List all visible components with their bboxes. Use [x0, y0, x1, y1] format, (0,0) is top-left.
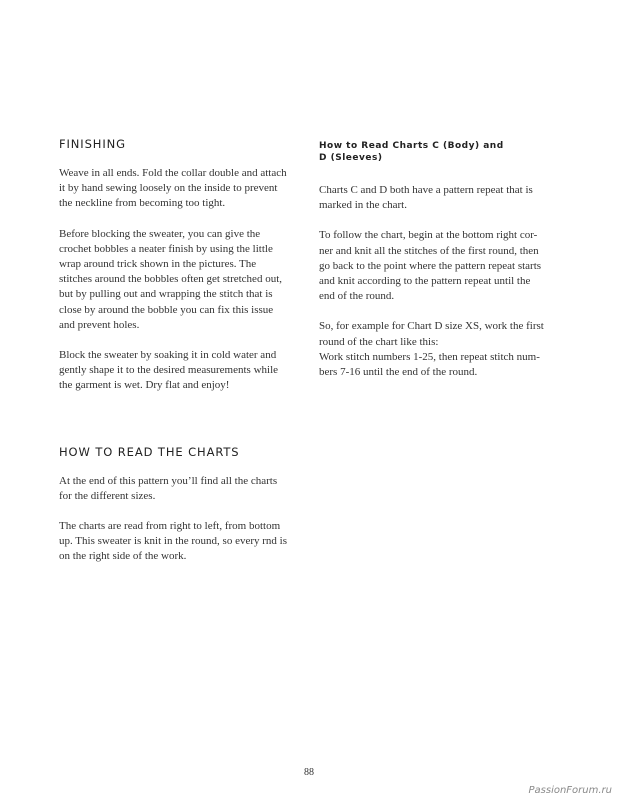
text-line: crochet bobbles a neater finish by using the little: [59, 242, 273, 255]
text-line: close by around the bobble you can fix this issue: [59, 303, 274, 316]
text-line: Charts C and D both have a pattern repeat that is: [319, 184, 533, 196]
text-line: and prevent holes.: [59, 318, 140, 331]
text-line: Work stitch numbers 1-25, then repeat stitch num-: [319, 350, 540, 363]
text-line: bers 7-16 until the end of the round.: [319, 366, 478, 379]
text-line: Before blocking the sweater, you can give the: [59, 227, 261, 240]
text-line: gently shape it to the desired measurements while: [59, 364, 279, 377]
right-column: [319, 136, 569, 395]
text-line: the neckline from becoming too tight.: [59, 197, 226, 210]
text-line: the garment is wet. Dry flat and enjoy!: [59, 379, 230, 392]
heading-line: D (Sleeves): [319, 153, 383, 163]
text-line: up. This sweater is knit in the round, so every rnd is: [59, 535, 288, 548]
text-line: stitches around the bobbles often get stretched out,: [59, 273, 282, 286]
finishing-paragraph-2: [59, 227, 309, 333]
charts-c-d-paragraph-3: [319, 319, 569, 380]
finishing-paragraph-1: [59, 166, 309, 212]
text-line: but by pulling out and wrapping the stitch that is: [59, 288, 273, 301]
text-line: it by hand sewing loosely on the inside to prevent: [59, 182, 278, 195]
text-line: Weave in all ends. Fold the collar double and attach: [59, 167, 287, 179]
section-spacer: [59, 409, 309, 444]
text-line: wrap around trick shown in the pictures. The: [59, 258, 257, 271]
text-line: To follow the chart, begin at the bottom right cor-: [319, 229, 538, 242]
heading-line: How to Read Charts C (Body) and: [319, 141, 504, 151]
text-line: for the different sizes.: [59, 489, 156, 502]
text-line: Block the sweater by soaking it in cold water and: [59, 349, 277, 362]
page-number: 88: [304, 767, 314, 778]
charts-c-d-paragraph-1: [319, 183, 569, 213]
left-column: [59, 136, 309, 580]
text-line: round of the chart like this:: [319, 335, 439, 348]
text-line: ner and knit all the stitches of the first round, then: [319, 244, 539, 257]
charts-c-d-paragraph-2: [319, 228, 569, 304]
text-line: marked in the chart.: [319, 199, 407, 212]
watermark: PassionForum.ru: [528, 785, 612, 796]
charts-paragraph-2: [59, 519, 309, 565]
text-line: The charts are read from right to left, from bottom: [59, 520, 281, 533]
text-line: So, for example for Chart D size XS, work the first: [319, 320, 544, 333]
finishing-paragraph-3: [59, 348, 309, 394]
how-to-read-charts-heading: HOW TO READ THE CHARTS: [59, 444, 240, 459]
text-line: end of the round.: [319, 290, 395, 303]
finishing-heading: FINISHING: [59, 137, 126, 151]
charts-c-d-heading: [319, 140, 569, 164]
text-line: At the end of this pattern you’ll find all the charts: [59, 474, 278, 487]
charts-paragraph-1: [59, 474, 309, 504]
text-line: and knit according to the pattern repeat until the: [319, 275, 531, 288]
text-line: on the right side of the work.: [59, 550, 187, 563]
text-line: go back to the point where the pattern repeat starts: [319, 259, 542, 272]
